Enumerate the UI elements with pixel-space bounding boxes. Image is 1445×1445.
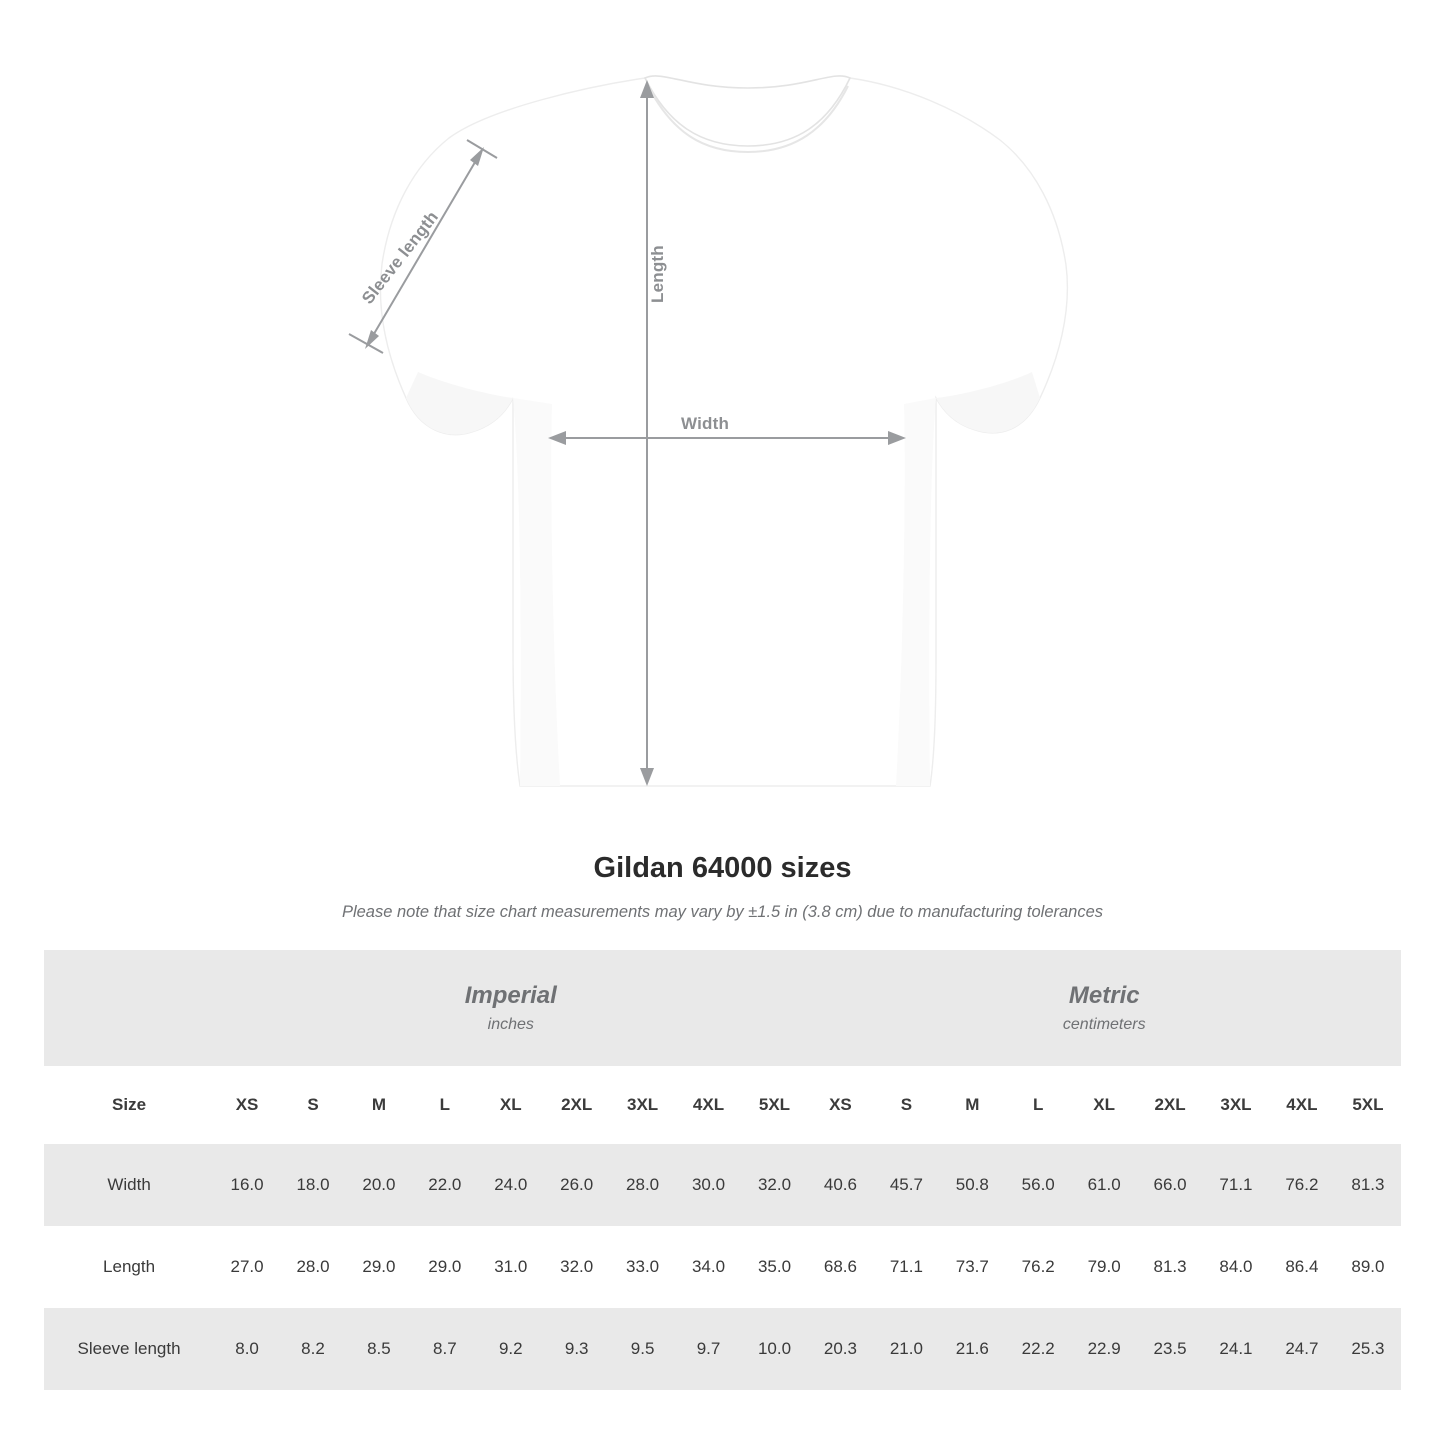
cell: 25.3 <box>1335 1308 1401 1390</box>
cell: 89.0 <box>1335 1226 1401 1308</box>
cell: 86.4 <box>1269 1226 1335 1308</box>
unit-group-metric <box>807 950 1401 1066</box>
cell: 21.0 <box>873 1308 939 1390</box>
imperial-subtitle: inches <box>487 1016 534 1034</box>
cell: 32.0 <box>544 1226 610 1308</box>
size-chart-table-wrapper <box>44 950 1401 1390</box>
cell: 71.1 <box>873 1226 939 1308</box>
column-header: 5XL <box>1335 1066 1401 1144</box>
cell: 45.7 <box>873 1144 939 1226</box>
cell: 24.1 <box>1203 1308 1269 1390</box>
cell: 20.0 <box>346 1144 412 1226</box>
cell: 18.0 <box>280 1144 346 1226</box>
imperial-title: Imperial <box>464 981 557 1009</box>
cell: 56.0 <box>1005 1144 1071 1226</box>
cell: 9.5 <box>610 1308 676 1390</box>
cell: 29.0 <box>346 1226 412 1308</box>
cell: 9.2 <box>478 1308 544 1390</box>
cell: 76.2 <box>1269 1144 1335 1226</box>
table-row <box>44 1308 1401 1390</box>
cell: 61.0 <box>1071 1144 1137 1226</box>
cell: 22.2 <box>1005 1308 1071 1390</box>
column-header: 2XL <box>544 1066 610 1144</box>
sleeve-length-dimension-label: Sleeve length <box>358 207 443 308</box>
cell: 68.6 <box>807 1226 873 1308</box>
cell: 81.3 <box>1335 1144 1401 1226</box>
page-title: Gildan 64000 sizes <box>593 852 852 884</box>
tolerance-note: Please note that size chart measurements may vary by ±1.5 in (3.8 cm) due to manufacturing tolerances <box>341 903 1104 921</box>
width-dimension-label: Width <box>681 414 730 433</box>
cell: 26.0 <box>544 1144 610 1226</box>
row-header-width: Width <box>44 1144 214 1226</box>
cell: 9.7 <box>676 1308 742 1390</box>
cell: 24.7 <box>1269 1308 1335 1390</box>
cell: 40.6 <box>807 1144 873 1226</box>
row-header-size: Size <box>44 1066 214 1144</box>
cell: 73.7 <box>939 1226 1005 1308</box>
cell: 24.0 <box>478 1144 544 1226</box>
cell: 33.0 <box>610 1226 676 1308</box>
cell: 22.0 <box>412 1144 478 1226</box>
cell: 84.0 <box>1203 1226 1269 1308</box>
cell: 21.6 <box>939 1308 1005 1390</box>
cell: 8.5 <box>346 1308 412 1390</box>
cell: 22.9 <box>1071 1308 1137 1390</box>
cell: 71.1 <box>1203 1144 1269 1226</box>
column-header: 4XL <box>1269 1066 1335 1144</box>
metric-title: Metric <box>1068 981 1140 1009</box>
column-header: L <box>412 1066 478 1144</box>
size-chart-table <box>44 950 1401 1390</box>
cell: 8.7 <box>412 1308 478 1390</box>
cell: 50.8 <box>939 1144 1005 1226</box>
column-header: 5XL <box>741 1066 807 1144</box>
column-header: M <box>346 1066 412 1144</box>
column-header: XL <box>1071 1066 1137 1144</box>
column-header: XL <box>478 1066 544 1144</box>
column-header: S <box>280 1066 346 1144</box>
column-header: 2XL <box>1137 1066 1203 1144</box>
table-row <box>44 1226 1401 1308</box>
cell: 16.0 <box>214 1144 280 1226</box>
cell: 79.0 <box>1071 1226 1137 1308</box>
cell: 27.0 <box>214 1226 280 1308</box>
column-header: M <box>939 1066 1005 1144</box>
cell: 23.5 <box>1137 1308 1203 1390</box>
cell: 28.0 <box>280 1226 346 1308</box>
cell: 66.0 <box>1137 1144 1203 1226</box>
row-header-sleeve-length: Sleeve length <box>44 1308 214 1390</box>
length-dimension-label: Length <box>648 245 667 303</box>
unit-group-spacer <box>44 950 214 1066</box>
cell: 20.3 <box>807 1308 873 1390</box>
cell: 76.2 <box>1005 1226 1071 1308</box>
column-header: S <box>873 1066 939 1144</box>
unit-group-imperial <box>214 950 807 1066</box>
metric-subtitle: centimeters <box>1062 1016 1146 1034</box>
cell: 32.0 <box>741 1144 807 1226</box>
cell: 29.0 <box>412 1226 478 1308</box>
row-header-length: Length <box>44 1226 214 1308</box>
cell: 30.0 <box>676 1144 742 1226</box>
cell: 8.2 <box>280 1308 346 1390</box>
table-header-row <box>44 1066 1401 1144</box>
cell: 10.0 <box>741 1308 807 1390</box>
cell: 9.3 <box>544 1308 610 1390</box>
column-header: 3XL <box>610 1066 676 1144</box>
table-row <box>44 1144 1401 1226</box>
cell: 34.0 <box>676 1226 742 1308</box>
cell: 35.0 <box>741 1226 807 1308</box>
cell: 31.0 <box>478 1226 544 1308</box>
column-header: XS <box>807 1066 873 1144</box>
cell: 28.0 <box>610 1144 676 1226</box>
column-header: 4XL <box>676 1066 742 1144</box>
cell: 8.0 <box>214 1308 280 1390</box>
column-header: 3XL <box>1203 1066 1269 1144</box>
column-header: L <box>1005 1066 1071 1144</box>
cell: 81.3 <box>1137 1226 1203 1308</box>
unit-group-row <box>44 950 1401 1066</box>
column-header: XS <box>214 1066 280 1144</box>
